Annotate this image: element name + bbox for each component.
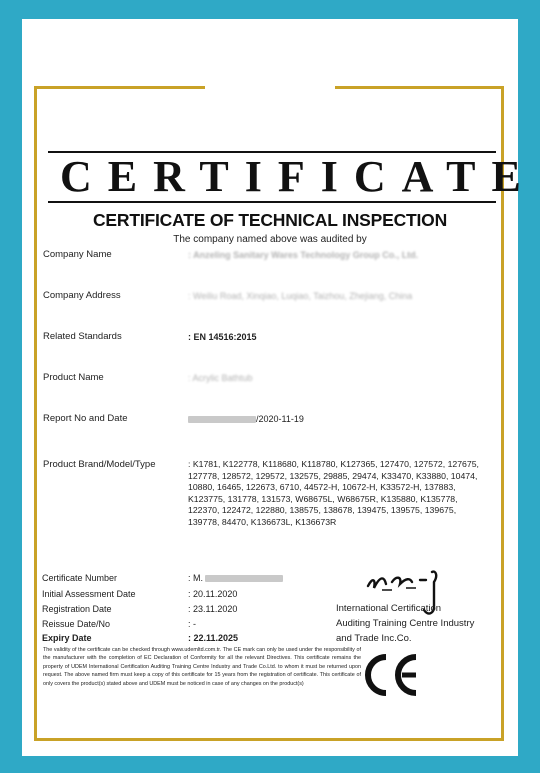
expiry-label: Expiry Date bbox=[42, 633, 92, 643]
initial-value: : 20.11.2020 bbox=[188, 589, 238, 599]
product-name-label: Product Name bbox=[43, 372, 104, 383]
company-name-label: Company Name bbox=[43, 249, 112, 260]
related-standards-value: : EN 14516:2015 bbox=[188, 332, 257, 342]
registration-label: Registration Date bbox=[42, 604, 112, 614]
certificate-subtitle: CERTIFICATE OF TECHNICAL INSPECTION bbox=[92, 210, 448, 230]
cert-number-row bbox=[188, 573, 283, 583]
disclaimer-text: The validity of the certificate can be checked through www.udemltd.com.tr. The CE mark can only be used under the responsibility of the manufacturer with the completion of EC Declaration of Conformity for all the relevant Directives. This certificate remains the property of UDEM International Certification Auditing Training Centre Industry and Trade Co.Ltd. to whom it must be returned upon request. The above named firm must keep a copy of this certificate for 15 years from the registration of certificate. This certificate of only covers the product(s) stated above and UDEM must be noticed in case of any changes on the product(s) bbox=[43, 647, 361, 687]
reissue-value: : - bbox=[188, 619, 196, 629]
issuer-line-3: and Trade Inc.Co. bbox=[336, 633, 412, 644]
issuer-line-2: Auditing Training Centre Industry bbox=[336, 618, 475, 629]
brand-model-value: : K1781, K122778, K118680, K118780, K127365, 127470, 127572, 127675, 127778, 128572, 129572, 132575, 29885, 29474, K33470, K33880, 10474, 10880, 16465, 122673, 6710, 44572-H, 10672-H, K33572-H, 137883, K123775, 131778, 131573, W68675L, W68675R, K135880, K135778, 122370, 122472, 122880, 138575, 138678, 139475, 139575, 139675, 139778, 84470, K136673L, K136673R bbox=[188, 459, 479, 527]
product-name-value: : Acrylic Bathtub bbox=[188, 373, 253, 383]
company-address-value: : Weiliu Road, Xinqiao, Luqiao, Taizhou, Zhejiang, China bbox=[188, 291, 413, 301]
redacted-cert-number bbox=[205, 575, 283, 582]
brand-model-label: Product Brand/Model/Type bbox=[43, 459, 156, 470]
frame-gap bbox=[205, 83, 335, 91]
issuer-block bbox=[336, 601, 496, 646]
certificate-title: CERTIFICATE bbox=[48, 151, 496, 203]
cert-number-label: Certificate Number bbox=[42, 573, 118, 583]
ce-mark-icon bbox=[362, 651, 422, 699]
company-name-value: : Anzeling Sanitary Wares Technology Group Co., Ltd. bbox=[188, 250, 419, 260]
cert-number-value: : M. bbox=[188, 573, 203, 583]
issuer-line-1: International Certification bbox=[336, 603, 442, 614]
registration-value: : 23.11.2020 bbox=[188, 604, 238, 614]
related-standards-label: Related Standards bbox=[43, 331, 122, 342]
expiry-value: : 22.11.2025 bbox=[188, 633, 239, 643]
report-label: Report No and Date bbox=[43, 413, 128, 424]
reissue-label: Reissue Date/No bbox=[42, 619, 111, 629]
company-address-label: Company Address bbox=[43, 290, 121, 301]
redacted-report-number bbox=[188, 416, 256, 423]
report-value-row bbox=[188, 414, 304, 426]
audited-line: The company named above was audited by bbox=[173, 234, 367, 245]
initial-label: Initial Assessment Date bbox=[42, 589, 136, 599]
report-value: /2020-11-19 bbox=[256, 414, 304, 424]
